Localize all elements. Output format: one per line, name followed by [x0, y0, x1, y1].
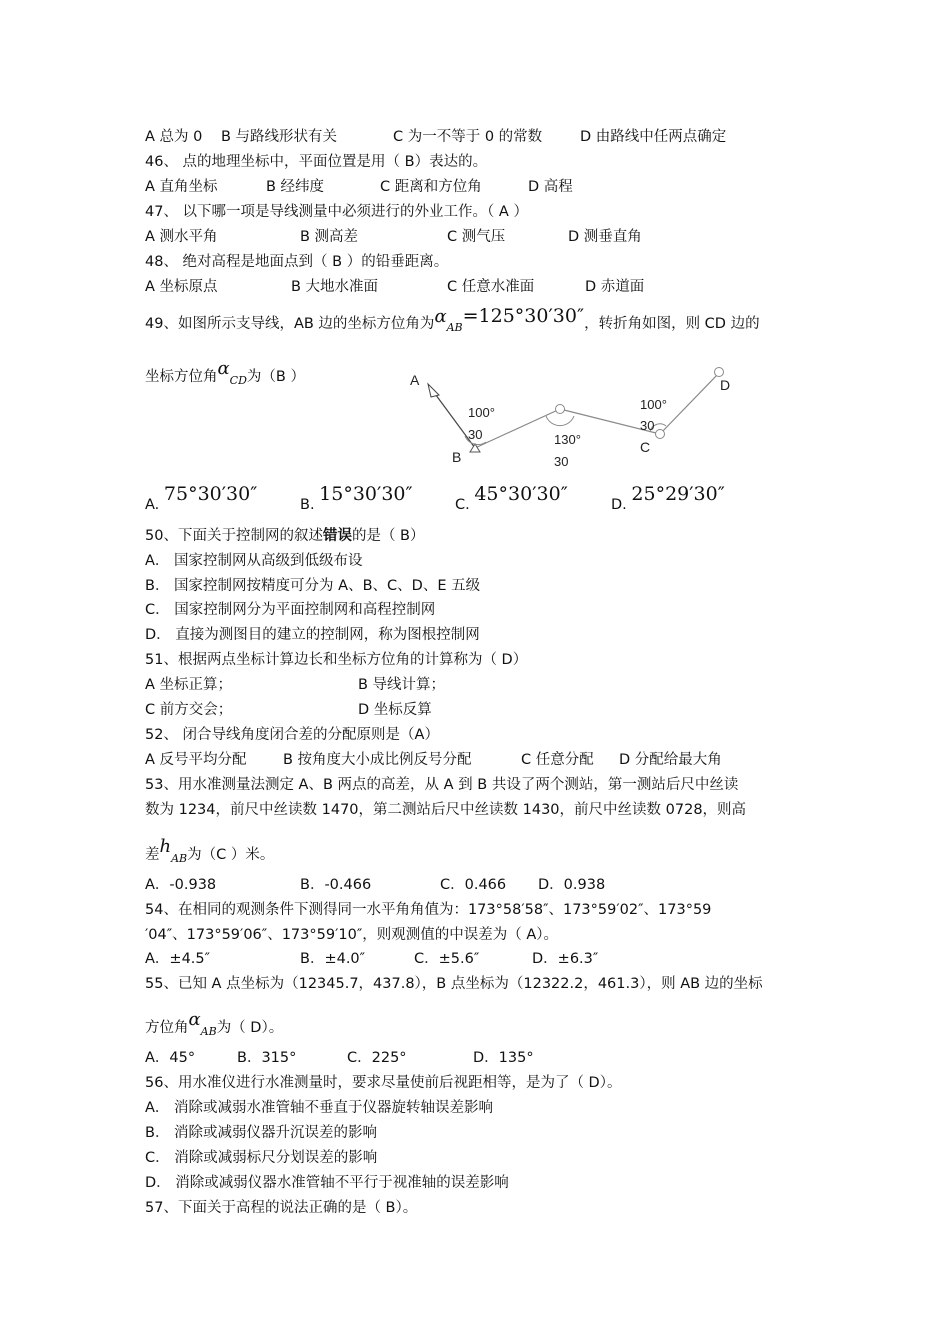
- q47-option-c: C 测气压: [447, 229, 506, 245]
- angle-c-label2: 30: [640, 418, 655, 433]
- q50-option-b: B． 国家控制网按精度可分为 A、B、C、D、E 五级: [145, 578, 481, 594]
- q54-option-b: B．±4.0″: [300, 951, 366, 967]
- q50-stem-post: 的是（ B）: [351, 528, 425, 544]
- q55-line2-post: 为（ D）。: [216, 1020, 284, 1036]
- q56-option-c: C． 消除或减弱标尺分划误差的影响: [145, 1150, 378, 1166]
- q49-option-c-letter: C.: [455, 497, 470, 513]
- q55-option-b: B．315°: [237, 1050, 297, 1066]
- q49-option-a-value: 75°30′30″: [163, 483, 258, 505]
- q54-option-a: A．±4.5″: [145, 951, 211, 967]
- q49-option-d: [611, 483, 725, 513]
- q55-alpha-sub: AB: [200, 1025, 217, 1038]
- q49-line2-post: 为（B ）: [246, 369, 305, 385]
- q50-option-d: D． 直接为测图目的建立的控制网，称为图根控制网: [145, 627, 480, 643]
- angle-b-label: 100°: [468, 405, 495, 420]
- q52-option-c: C 任意分配: [521, 752, 594, 768]
- q49-alpha2-symbol: α: [217, 358, 230, 379]
- q47-option-b: B 测高差: [300, 229, 359, 245]
- q48-stem: 48、 绝对高程是地面点到（ B ）的铅垂距离。: [145, 254, 449, 270]
- q55-option-c: C．225°: [347, 1050, 407, 1066]
- q53-h-sub: AB: [171, 852, 188, 865]
- q49-alpha-sub: AB: [446, 321, 463, 334]
- q47-option-d: D 测垂直角: [568, 229, 642, 245]
- label-c: C: [640, 439, 651, 455]
- q49-stem: [145, 305, 760, 335]
- q55-option-a: A．45°: [145, 1050, 196, 1066]
- q52-option-d: D 分配给最大角: [619, 752, 722, 768]
- q49-option-d-letter: D.: [611, 497, 627, 513]
- arrow-a-icon: [428, 384, 439, 397]
- angle-mid-label2: 30: [554, 454, 569, 469]
- q50-option-c: C． 国家控制网分为平面控制网和高程控制网: [145, 602, 436, 618]
- q53-h-symbol: h: [159, 836, 172, 857]
- q53-line3: [145, 836, 275, 866]
- q49-option-c-value: 45°30′30″: [474, 483, 568, 505]
- q49-option-a-letter: A.: [145, 497, 160, 513]
- q52-stem: 52、 闭合导线角度闭合差的分配原则是（A）: [145, 727, 439, 743]
- q51-option-a: A 坐标正算；: [145, 677, 233, 693]
- q53-line3-pre: 差: [145, 847, 160, 863]
- q54-line2: ′04″、173°59′06″、173°59′10″，则观测值的中误差为（ A）。: [145, 927, 559, 943]
- q49-option-b-letter: B.: [300, 497, 315, 513]
- q53-line3-post: 为（C ）米。: [187, 847, 275, 863]
- q56-option-a: A． 消除或减弱水准管轴不垂直于仪器旋转轴误差影响: [145, 1100, 494, 1116]
- q46-option-d: D 高程: [528, 179, 573, 195]
- q51-option-b: B 导线计算；: [358, 677, 446, 693]
- q55-line2-pre: 方位角: [145, 1020, 189, 1036]
- q46-option-b: B 经纬度: [266, 179, 325, 195]
- q55-line2: [145, 1009, 284, 1039]
- angle-b-label2: 30: [468, 427, 483, 442]
- label-b: B: [452, 449, 462, 465]
- q50-stem: [145, 526, 425, 546]
- angle-c-label: 100°: [640, 397, 667, 412]
- q49-alpha-symbol: α: [434, 306, 447, 327]
- q46-option-a: A 直角坐标: [145, 179, 218, 195]
- q52-option-b: B 按角度大小成比例反号分配: [283, 752, 472, 768]
- q51-option-c: C 前方交会；: [145, 702, 233, 718]
- q53-option-c: C．0.466: [440, 877, 507, 893]
- line-cd: [660, 373, 719, 434]
- q48-option-b: B 大地水准面: [291, 279, 379, 295]
- q45-option-a: A 总为 0: [145, 129, 203, 145]
- q57-stem: 57、下面关于高程的说法正确的是（ B）。: [145, 1200, 418, 1216]
- q53-option-a: A．-0.938: [145, 877, 217, 893]
- q45-option-c: C 为一不等于 0 的常数: [393, 129, 543, 145]
- q45-option-d: D 由路线中任两点确定: [580, 129, 727, 145]
- point-c-icon: [656, 430, 665, 439]
- q55-alpha-symbol: α: [188, 1009, 201, 1030]
- q53-line1: 53、用水准测量法测定 A、B 两点的高差，从 A 到 B 共设了两个测站，第一测站后尺中丝读: [145, 777, 739, 793]
- q52-option-a: A 反号平均分配: [145, 752, 247, 768]
- q49-option-b-value: 15°30′30″: [319, 483, 413, 505]
- q53-line2: 数为 1234，前尺中丝读数 1470，第二测站后尺中丝读数 1430，前尺中丝读数 0728，则高: [145, 802, 747, 818]
- q46-option-c: C 距离和方位角: [380, 179, 482, 195]
- q47-option-a: A 测水平角: [145, 229, 218, 245]
- q47-stem: 47、 以下哪一项是导线测量中必须进行的外业工作。（ A ）: [145, 204, 528, 220]
- q55-line1: 55、已知 A 点坐标为（12345.7，437.8），B 点坐标为（12322.2，461.3），则 AB 边的坐标: [145, 976, 763, 992]
- q54-option-c: C．±5.6″: [414, 951, 480, 967]
- q53-option-b: B．-0.466: [300, 877, 372, 893]
- q56-stem: 56、用水准仪进行水准测量时，要求尽量使前后视距相等，是为了（ D）。: [145, 1075, 622, 1091]
- q50-stem-pre: 50、下面关于控制网的叙述: [145, 528, 323, 544]
- q49-stem-line2: [145, 358, 305, 388]
- angle-arc-mid: [546, 416, 574, 426]
- q46-stem: 46、 点的地理坐标中，平面位置是用（ B）表达的。: [145, 154, 488, 170]
- q48-option-a: A 坐标原点: [145, 279, 218, 295]
- q51-option-d: D 坐标反算: [358, 702, 432, 718]
- label-d: D: [720, 377, 731, 393]
- q54-line1: 54、在相同的观测条件下测得同一水平角角值为：173°58′58″、173°59′02″、173°59: [145, 902, 712, 918]
- q54-option-d: D．±6.3″: [532, 951, 599, 967]
- triangle-b-icon: [470, 444, 480, 452]
- q48-option-d: D 赤道面: [585, 279, 645, 295]
- q49-option-b: [300, 483, 413, 513]
- q49-option-a: [145, 483, 258, 513]
- label-a: A: [410, 372, 420, 388]
- angle-mid-label: 130°: [554, 432, 581, 447]
- q45-option-b: B 与路线形状有关: [221, 129, 338, 145]
- point-d-icon: [715, 368, 724, 377]
- point-mid-icon: [556, 405, 565, 414]
- q49-line2-pre: 坐标方位角: [145, 369, 218, 385]
- q49-option-c: [455, 483, 568, 513]
- q55-option-d: D．135°: [473, 1050, 534, 1066]
- q49-stem-pre: 49、如图所示支导线，AB 边的坐标方位角为: [145, 316, 435, 332]
- traverse-diagram: [400, 362, 745, 477]
- q49-stem-post: ，转折角如图，则 CD 边的: [584, 316, 760, 332]
- q49-option-d-value: 25°29′30″: [631, 483, 725, 505]
- q56-option-d: D． 消除或减弱仪器水准管轴不平行于视准轴的误差影响: [145, 1175, 509, 1191]
- q56-option-b: B． 消除或减弱仪器升沉误差的影响: [145, 1125, 378, 1141]
- q51-stem: 51、根据两点坐标计算边长和坐标方位角的计算称为（ D）: [145, 652, 528, 668]
- q49-alpha2-sub: CD: [229, 374, 247, 387]
- q50-stem-bold: 错误: [322, 528, 352, 544]
- q50-option-a: A． 国家控制网从高级到低级布设: [145, 553, 363, 569]
- q49-alpha-value: =125°30′30″: [462, 305, 585, 327]
- q48-option-c: C 任意水准面: [447, 279, 535, 295]
- q53-option-d: D．0.938: [538, 877, 606, 893]
